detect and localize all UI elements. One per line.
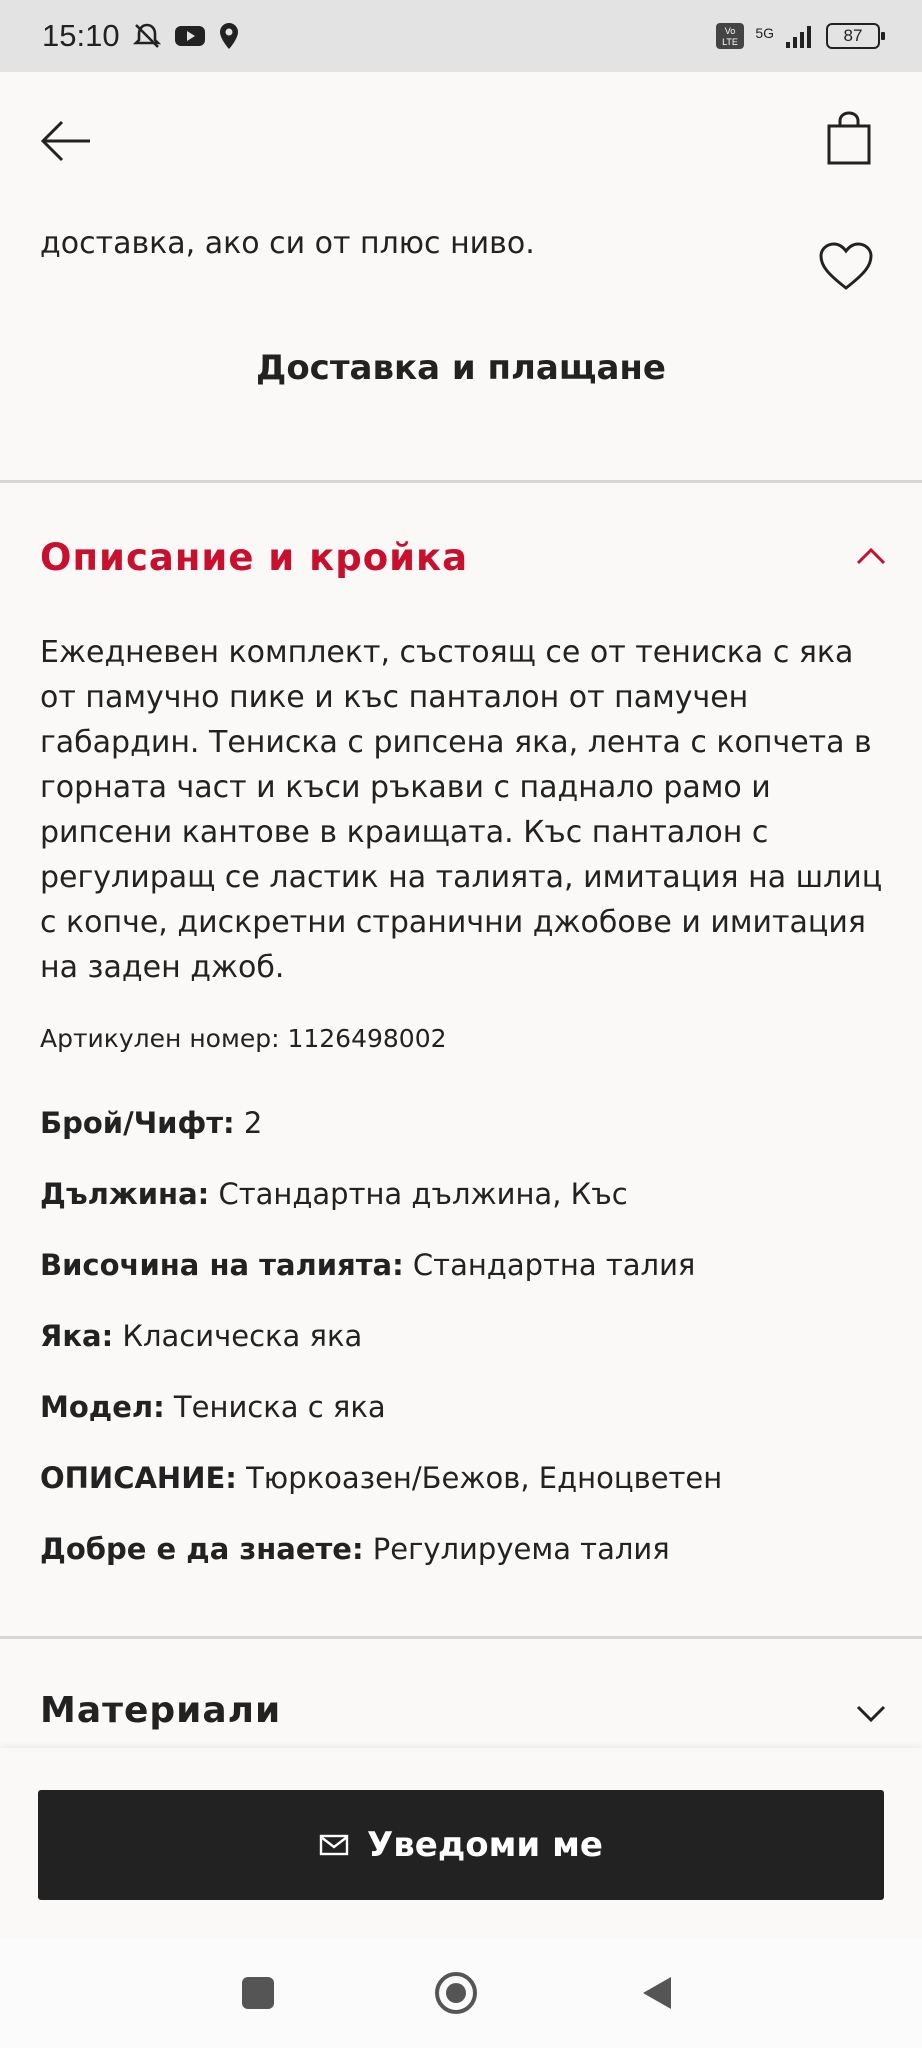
back-nav-button[interactable]	[640, 1974, 674, 2016]
divider	[0, 480, 922, 483]
collapse-description-button[interactable]	[854, 544, 888, 568]
article-number: Артикулен номер: 1126498002	[40, 1024, 447, 1053]
location-icon	[218, 21, 240, 51]
shopping-bag-icon	[826, 110, 872, 166]
envelope-icon	[319, 1834, 349, 1856]
delivery-payment-link[interactable]: Доставка и плащане	[256, 348, 666, 388]
signal-icon	[784, 22, 816, 50]
home-circle-icon	[433, 1970, 479, 2016]
attribute-row	[40, 1176, 900, 1247]
attribute-row	[40, 1318, 900, 1389]
battery-icon	[826, 23, 880, 49]
volte-icon	[715, 21, 745, 51]
recent-apps-button[interactable]	[240, 1975, 276, 2015]
attribute-row	[40, 1389, 900, 1460]
attribute-label: ОПИСАНИЕ:	[40, 1461, 237, 1495]
status-time: 15:10	[42, 18, 120, 53]
attribute-value: Стандартна талия	[403, 1248, 696, 1282]
attribute-value: Тюркоазен/Бежов, Едноцветен	[236, 1461, 723, 1495]
attribute-label: Модел:	[40, 1390, 165, 1424]
app-header	[0, 72, 922, 200]
attribute-value: Тениска с яка	[164, 1390, 386, 1424]
attribute-label: Височина на талията:	[40, 1248, 404, 1282]
attribute-row	[40, 1105, 900, 1176]
attribute-label: Яка:	[40, 1319, 114, 1353]
promo-line-2: доставка, ако си от плюс ниво.	[40, 226, 535, 261]
attribute-row	[40, 1531, 900, 1602]
expand-materials-button[interactable]	[854, 1702, 888, 1726]
notify-me-button[interactable]	[38, 1790, 884, 1900]
attribute-value: 2	[234, 1106, 263, 1140]
attribute-label: Дължина:	[40, 1177, 210, 1211]
divider	[0, 1636, 922, 1639]
battery-level: 87	[843, 26, 863, 45]
attribute-label: Добре е да знаете:	[40, 1532, 364, 1566]
attribute-value: Стандартна дължина, Къс	[209, 1177, 628, 1211]
notify-me-label: Уведоми ме	[367, 1825, 603, 1865]
square-icon	[240, 1975, 276, 2011]
chevron-up-icon	[854, 544, 888, 568]
attribute-label: Брой/Чифт:	[40, 1106, 235, 1140]
svg-text:LTE: LTE	[722, 37, 739, 47]
network-type: 5G	[755, 25, 774, 41]
description-text: Ежедневен комплект, състоящ се от тениска с яка от памучно пике и къс панталон от памучен габардин. Тениска с рипсена яка, лента с копчета в горната част и къси ръкави с паднало рамо и рипсени кантове в краищата. Къс панталон с регулиращ се ластик на талията, имитация на шлиц с копче, дискретни странични джобове и имитация на заден джоб.	[40, 635, 883, 985]
bottom-action-bar	[0, 1748, 922, 1938]
status-bar	[0, 0, 922, 72]
shopping-bag-button[interactable]	[826, 110, 872, 166]
attribute-value: Регулируема талия	[363, 1532, 670, 1566]
back-button[interactable]	[38, 116, 94, 166]
youtube-icon	[174, 24, 206, 48]
mute-icon	[132, 21, 162, 51]
attribute-row	[40, 1247, 900, 1318]
system-navigation-bar	[0, 1938, 922, 2048]
attribute-value: Класическа яка	[113, 1319, 363, 1353]
materials-section-title[interactable]: Материали	[40, 1690, 282, 1731]
description-section-title[interactable]: Описание и кройка	[40, 536, 469, 579]
attributes-list	[40, 1105, 900, 1602]
attribute-row	[40, 1460, 900, 1531]
heart-icon	[818, 242, 874, 292]
triangle-back-icon	[640, 1974, 674, 2012]
arrow-left-icon	[38, 116, 94, 166]
favorite-button[interactable]	[818, 242, 874, 292]
svg-text:Vo: Vo	[725, 26, 736, 36]
home-button[interactable]	[433, 1970, 479, 2020]
chevron-down-icon	[854, 1702, 888, 1726]
